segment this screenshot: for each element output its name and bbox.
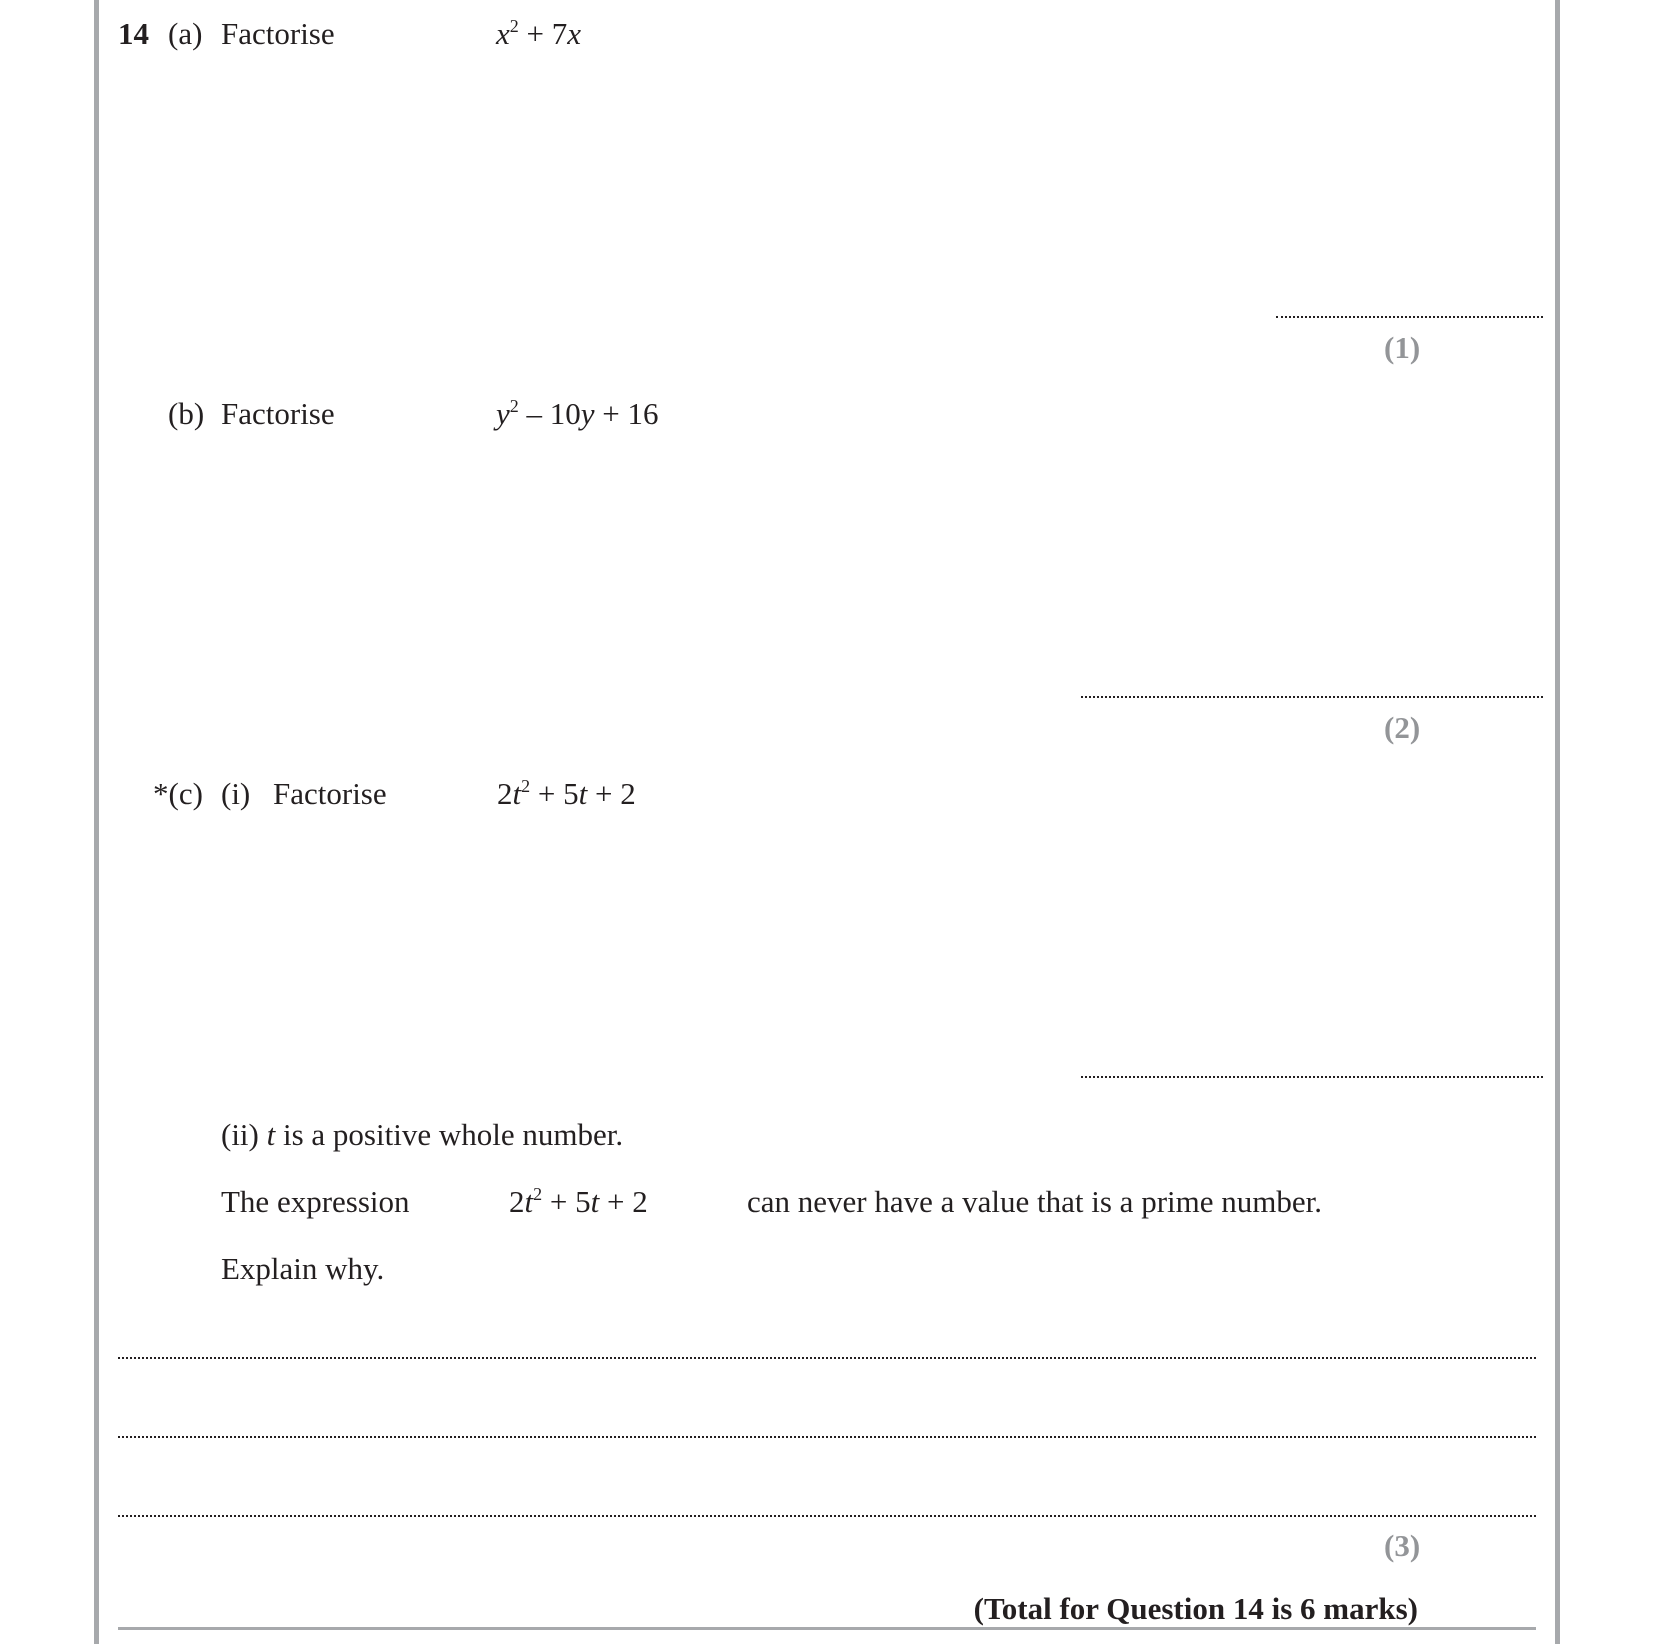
part-c-i-label: (i) <box>221 776 251 811</box>
part-a-expression: $x^2 + 7x$ <box>496 16 582 51</box>
part-a-label: (a) <box>168 16 203 51</box>
part-a-answer-line[interactable] <box>1276 316 1543 318</box>
question-end-rule <box>118 1627 1536 1630</box>
part-c-i-instruction: Factorise <box>273 776 387 811</box>
part-a-instruction: Factorise <box>221 16 335 51</box>
part-c-ii-statement: (ii) t is a positive whole number. <box>221 1117 624 1152</box>
explanation-line-3[interactable] <box>118 1515 1536 1517</box>
part-b-answer-line[interactable] <box>1081 696 1543 698</box>
part-c-ii-expression-tail: can never have a value that is a prime number. <box>747 1184 1322 1219</box>
page-border-left <box>94 0 99 1644</box>
part-c-ii-expression: $2t^2 + 5t + 2$ <box>509 1184 648 1219</box>
part-b-expression: $y^2 - 10y + 16$ <box>496 396 659 431</box>
part-b-instruction: Factorise <box>221 396 335 431</box>
question-total: (Total for Question 14 is 6 marks) <box>973 1591 1418 1626</box>
part-c-i-expression: $2t^2 + 5t + 2$ <box>497 776 636 811</box>
explanation-line-2[interactable] <box>118 1436 1536 1438</box>
part-c-ii-prompt: Explain why. <box>221 1251 385 1286</box>
part-b-label: (b) <box>168 396 205 431</box>
part-c-ii-expression-lead: The expression <box>221 1184 410 1219</box>
page-border-right <box>1555 0 1560 1644</box>
question-number: 14 <box>118 16 149 51</box>
part-c-label: *(c) <box>153 776 203 811</box>
explanation-line-1[interactable] <box>118 1357 1536 1359</box>
part-b-marks: (2) <box>1384 710 1421 745</box>
part-c-i-answer-line[interactable] <box>1081 1076 1543 1078</box>
part-a-marks: (1) <box>1384 330 1421 365</box>
part-c-marks: (3) <box>1384 1528 1421 1563</box>
